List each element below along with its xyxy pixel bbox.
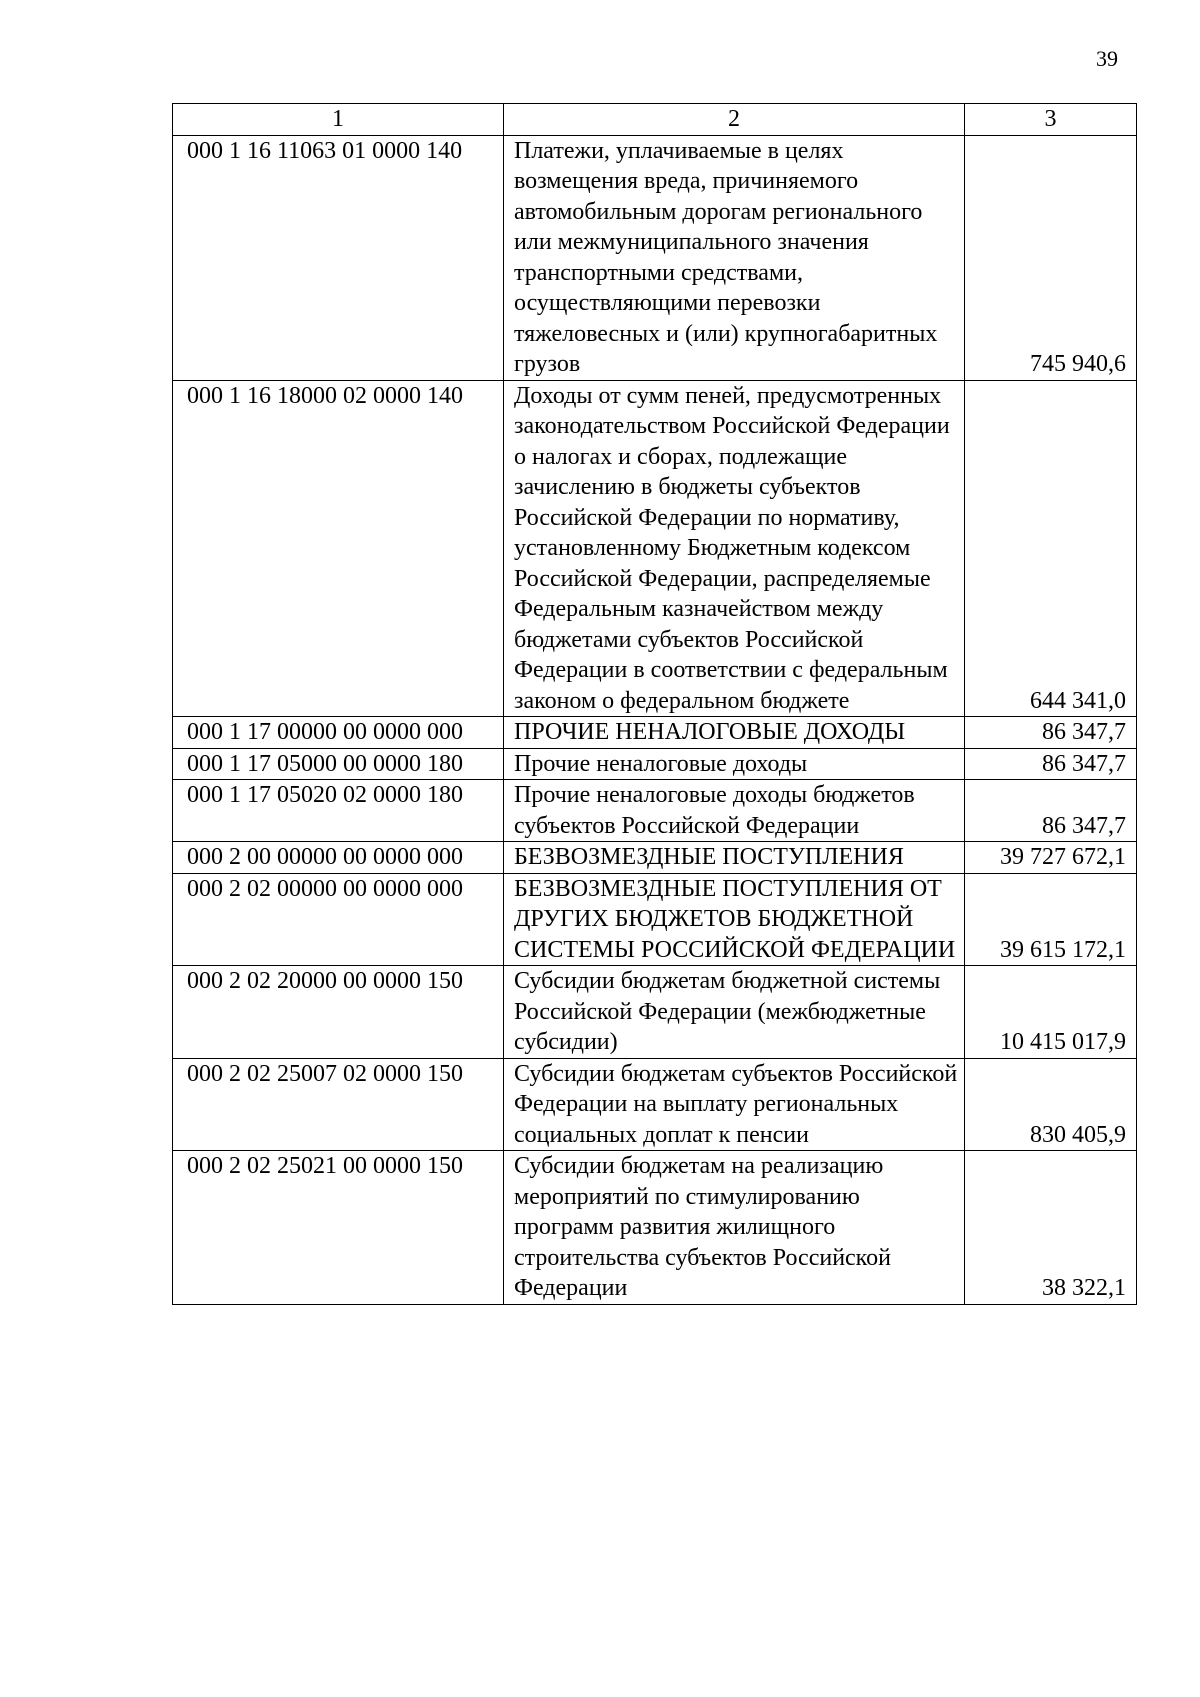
revenue-amount-cell: 39 727 672,1 — [965, 842, 1137, 874]
revenue-amount-cell: 39 615 172,1 — [965, 873, 1137, 966]
page-number: 39 — [1096, 46, 1118, 71]
column-header-code: 1 — [173, 104, 504, 136]
revenue-amount-cell: 10 415 017,9 — [965, 966, 1137, 1059]
revenue-amount-cell: 830 405,9 — [965, 1058, 1137, 1151]
revenue-name-cell: БЕЗВОЗМЕЗДНЫЕ ПОСТУПЛЕНИЯ ОТ ДРУГИХ БЮДЖЕТОВ БЮДЖЕТНОЙ СИСТЕМЫ РОССИЙСКОЙ ФЕДЕРАЦИИ — [504, 873, 965, 966]
revenue-code-cell: 000 2 02 25021 00 0000 150 — [173, 1151, 504, 1305]
table-row — [173, 717, 1137, 749]
revenue-name-cell: ПРОЧИЕ НЕНАЛОГОВЫЕ ДОХОДЫ — [504, 717, 965, 749]
revenue-code-cell: 000 2 00 00000 00 0000 000 — [173, 842, 504, 874]
revenue-code-cell: 000 1 16 11063 01 0000 140 — [173, 135, 504, 380]
table-row — [173, 1058, 1137, 1151]
revenue-name-cell: Субсидии бюджетам субъектов Российской Федерации на выплату региональных социальных доплат к пенсии — [504, 1058, 965, 1151]
table-header-row — [173, 104, 1137, 136]
revenue-name-cell: БЕЗВОЗМЕЗДНЫЕ ПОСТУПЛЕНИЯ — [504, 842, 965, 874]
revenue-name-cell: Платежи, уплачиваемые в целях возмещения вреда, причиняемого автомобильным дорогам регионального или межмуниципального значения транспортными средствами, осуществляющими перевозки тяжеловесных и (или) крупногабаритных грузов — [504, 135, 965, 380]
column-header-name: 2 — [504, 104, 965, 136]
revenue-code-cell: 000 2 02 25007 02 0000 150 — [173, 1058, 504, 1151]
table-row — [173, 135, 1137, 380]
revenue-name-cell: Доходы от сумм пеней, предусмотренных законодательством Российской Федерации о налогах и сборах, подлежащие зачислению в бюджеты субъектов Российской Федерации по нормативу, установленному Бюджетным кодексом Российской Федерации, распределяемые Федеральным казначейством между бюджетами субъектов Российской Федерации в соответствии с федеральным законом о федеральном бюджете — [504, 380, 965, 717]
revenue-amount-cell: 86 347,7 — [965, 780, 1137, 842]
table-row — [173, 842, 1137, 874]
revenue-code-cell: 000 2 02 20000 00 0000 150 — [173, 966, 504, 1059]
revenue-code-cell: 000 1 17 05000 00 0000 180 — [173, 748, 504, 780]
table-row — [173, 748, 1137, 780]
revenue-name-cell: Субсидии бюджетам бюджетной системы Российской Федерации (межбюджетные субсидии) — [504, 966, 965, 1059]
table-row — [173, 780, 1137, 842]
revenue-amount-cell: 38 322,1 — [965, 1151, 1137, 1305]
table-row — [173, 1151, 1137, 1305]
revenue-code-cell: 000 1 16 18000 02 0000 140 — [173, 380, 504, 717]
table-row — [173, 966, 1137, 1059]
revenue-name-cell: Прочие неналоговые доходы бюджетов субъектов Российской Федерации — [504, 780, 965, 842]
revenue-name-cell: Прочие неналоговые доходы — [504, 748, 965, 780]
revenue-amount-cell: 745 940,6 — [965, 135, 1137, 380]
revenue-code-cell: 000 2 02 00000 00 0000 000 — [173, 873, 504, 966]
table-row — [173, 873, 1137, 966]
revenue-code-cell: 000 1 17 05020 02 0000 180 — [173, 780, 504, 842]
revenue-name-cell: Субсидии бюджетам на реализацию мероприятий по стимулированию программ развития жилищного строительства субъектов Российской Федерации — [504, 1151, 965, 1305]
revenue-amount-cell: 644 341,0 — [965, 380, 1137, 717]
revenue-amount-cell: 86 347,7 — [965, 717, 1137, 749]
column-header-amount: 3 — [965, 104, 1137, 136]
revenue-amount-cell: 86 347,7 — [965, 748, 1137, 780]
table-row — [173, 380, 1137, 717]
budget-revenue-table — [172, 103, 1137, 1305]
revenue-code-cell: 000 1 17 00000 00 0000 000 — [173, 717, 504, 749]
